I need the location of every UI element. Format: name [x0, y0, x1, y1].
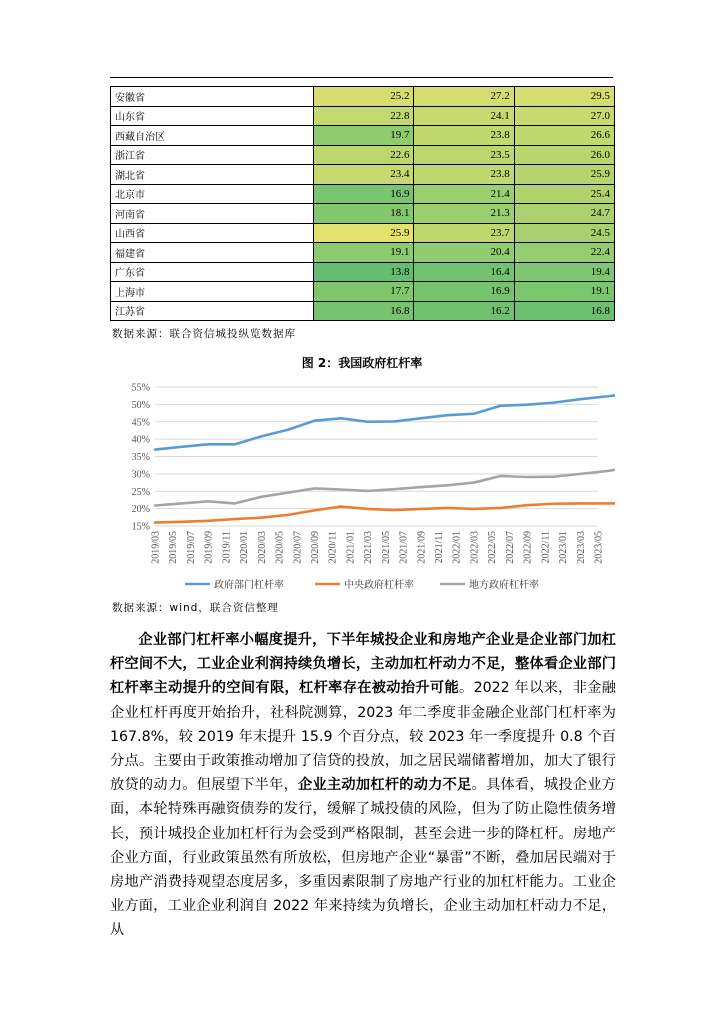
- y-tick-label: 40%: [131, 434, 150, 446]
- value-cell: 16.8: [314, 301, 414, 321]
- value-cell: 19.7: [314, 126, 414, 146]
- region-name: 安徽省: [111, 87, 314, 107]
- value-cell: 22.6: [314, 145, 414, 165]
- value-cell: 19.4: [514, 262, 614, 282]
- y-tick-label: 45%: [131, 417, 150, 429]
- x-tick-label: 2019/11: [221, 531, 233, 564]
- legend-label: 中央政府杠杆率: [344, 580, 414, 591]
- value-cell: 22.4: [514, 243, 614, 263]
- region-name: 江苏省: [111, 301, 314, 321]
- x-tick-label: 2021/11: [434, 531, 446, 564]
- table-row: [111, 106, 615, 126]
- series-line: [155, 395, 615, 449]
- value-cell: 22.8: [314, 106, 414, 126]
- y-tick-label: 35%: [131, 452, 150, 463]
- value-cell: 25.9: [314, 223, 414, 243]
- value-cell: 27.2: [414, 87, 514, 107]
- x-tick-label: 2021/05: [380, 531, 392, 564]
- value-cell: 26.6: [514, 126, 614, 146]
- series-line: [155, 503, 615, 522]
- table-row: [111, 262, 615, 282]
- table-row: [111, 223, 615, 243]
- x-tick-label: 2022/03: [469, 531, 481, 564]
- value-cell: 24.1: [414, 106, 514, 126]
- region-name: 北京市: [111, 184, 314, 204]
- table-source-note: 数据来源：联合资信城投纵览数据库: [112, 328, 296, 340]
- value-cell: 21.3: [414, 204, 514, 224]
- x-tick-label: 2020/01: [239, 531, 251, 564]
- x-tick-label: 2021/09: [416, 531, 428, 564]
- body-text-2: 。具体看，城投企业方面，本轮特殊再融资债券的发行，缓解了城投债的风险，但为了防止隐性债务增长，预计城投企业加杠杆行为会受到严格限制，甚至会进一步的降杠杆。房地产企业方面，行业政策虽然有所放松，但房地产企业“暴雷”不断，叠加居民端对于房地产消费持观望态度居多，多重因素限制了房地产行业的加杠杆能力。工业企业方面，工业企业利润自 2022 年来持续为负增长，企业主动加杠杆动力不足，从: [110, 777, 616, 939]
- x-tick-label: 2022/11: [540, 531, 552, 564]
- value-cell: 16.9: [414, 282, 514, 302]
- value-cell: 16.4: [414, 262, 514, 282]
- x-tick-label: 2021/01: [345, 531, 357, 564]
- table-row: [111, 184, 615, 204]
- x-tick-label: 2020/09: [309, 531, 321, 564]
- value-cell: 16.9: [314, 184, 414, 204]
- value-cell: 19.1: [314, 243, 414, 263]
- table-row: [111, 301, 615, 321]
- y-tick-label: 50%: [131, 399, 150, 411]
- value-cell: 23.5: [414, 145, 514, 165]
- value-cell: 23.4: [314, 165, 414, 185]
- value-cell: 16.8: [514, 301, 614, 321]
- value-cell: 23.8: [414, 126, 514, 146]
- header-rule: [110, 77, 613, 78]
- body-text-1: 。2022 年以来，非金融企业杠杆再度开始抬升，社科院测算，2023 年二季度非金融企业部门杠杆率为 167.8%，较 2019 年末提升 15.9 个百分点，较 2023 年一季度提升 0.8 个百分点。主要由于政策推动增加了信贷的投放，加之居民端储蓄增加，加大了银行放贷的动力。但展望下半年，: [110, 680, 616, 794]
- y-tick-label: 55%: [131, 382, 150, 394]
- legend-label: 政府部门杠杆率: [214, 580, 284, 591]
- region-name: 西藏自治区: [111, 126, 314, 146]
- y-tick-label: 25%: [131, 486, 150, 498]
- value-cell: 23.7: [414, 223, 514, 243]
- value-cell: 25.2: [314, 87, 414, 107]
- region-name: 浙江省: [111, 145, 314, 165]
- value-cell: 24.5: [514, 223, 614, 243]
- y-tick-label: 20%: [131, 504, 150, 516]
- value-cell: 18.1: [314, 204, 414, 224]
- x-tick-label: 2019/03: [150, 531, 162, 564]
- x-tick-label: 2023/03: [575, 531, 587, 564]
- region-name: 山东省: [111, 106, 314, 126]
- government-leverage-chart: [110, 371, 615, 596]
- x-tick-label: 2023/01: [558, 531, 570, 564]
- value-cell: 20.4: [414, 243, 514, 263]
- x-tick-label: 2020/05: [274, 531, 286, 564]
- value-cell: 24.7: [514, 204, 614, 224]
- value-cell: 13.8: [314, 262, 414, 282]
- table-row: [111, 145, 615, 165]
- region-name: 湖北省: [111, 165, 314, 185]
- x-tick-label: 2020/11: [327, 531, 339, 564]
- x-tick-label: 2022/05: [487, 531, 499, 564]
- value-cell: 25.4: [514, 184, 614, 204]
- value-cell: 16.2: [414, 301, 514, 321]
- y-tick-label: 30%: [131, 469, 150, 481]
- leverage-table: [110, 86, 615, 321]
- legend-label: 地方政府杠杆率: [469, 580, 539, 591]
- table-row: [111, 165, 615, 185]
- value-cell: 17.7: [314, 282, 414, 302]
- y-tick-label: 15%: [131, 521, 150, 533]
- figure-title: 图 2：我国政府杠杆率: [301, 356, 423, 370]
- table-row: [111, 126, 615, 146]
- x-tick-label: 2019/05: [168, 531, 180, 564]
- x-tick-label: 2020/07: [292, 531, 304, 564]
- body-bold-2: 企业主动加杠杆的动力不足: [298, 777, 472, 794]
- x-tick-label: 2020/03: [256, 531, 268, 564]
- table-row: [111, 243, 615, 263]
- table-row: [111, 204, 615, 224]
- x-tick-label: 2022/01: [451, 531, 463, 564]
- region-name: 上海市: [111, 282, 314, 302]
- region-name: 山西省: [111, 223, 314, 243]
- table-row: [111, 87, 615, 107]
- body-paragraph: [110, 628, 616, 943]
- region-name: 广东省: [111, 262, 314, 282]
- region-name: 福建省: [111, 243, 314, 263]
- value-cell: 29.5: [514, 87, 614, 107]
- table-row: [111, 282, 615, 302]
- body-bold-lead: 企业部门杠杆率小幅度提升，下半年城投企业和房地产企业是企业部门加杠杆空间不大，工业企业利润持续负增长，主动加杠杆动力不足，整体看企业部门杠杆率主动提升的空间有限，杠杆率存在被动抬升可能: [110, 632, 616, 697]
- x-tick-label: 2021/03: [363, 531, 375, 564]
- value-cell: 27.0: [514, 106, 614, 126]
- x-tick-label: 2023/05: [593, 531, 605, 564]
- x-tick-label: 2021/07: [398, 531, 410, 564]
- x-tick-label: 2019/09: [203, 531, 215, 564]
- x-tick-label: 2022/07: [504, 531, 516, 564]
- value-cell: 25.9: [514, 165, 614, 185]
- value-cell: 19.1: [514, 282, 614, 302]
- region-name: 河南省: [111, 204, 314, 224]
- value-cell: 21.4: [414, 184, 514, 204]
- value-cell: 26.0: [514, 145, 614, 165]
- chart-source-note: 数据来源：wind，联合资信整理: [112, 602, 279, 614]
- x-tick-label: 2022/09: [522, 531, 534, 564]
- x-tick-label: 2019/07: [185, 531, 197, 564]
- series-line: [155, 470, 615, 506]
- value-cell: 23.8: [414, 165, 514, 185]
